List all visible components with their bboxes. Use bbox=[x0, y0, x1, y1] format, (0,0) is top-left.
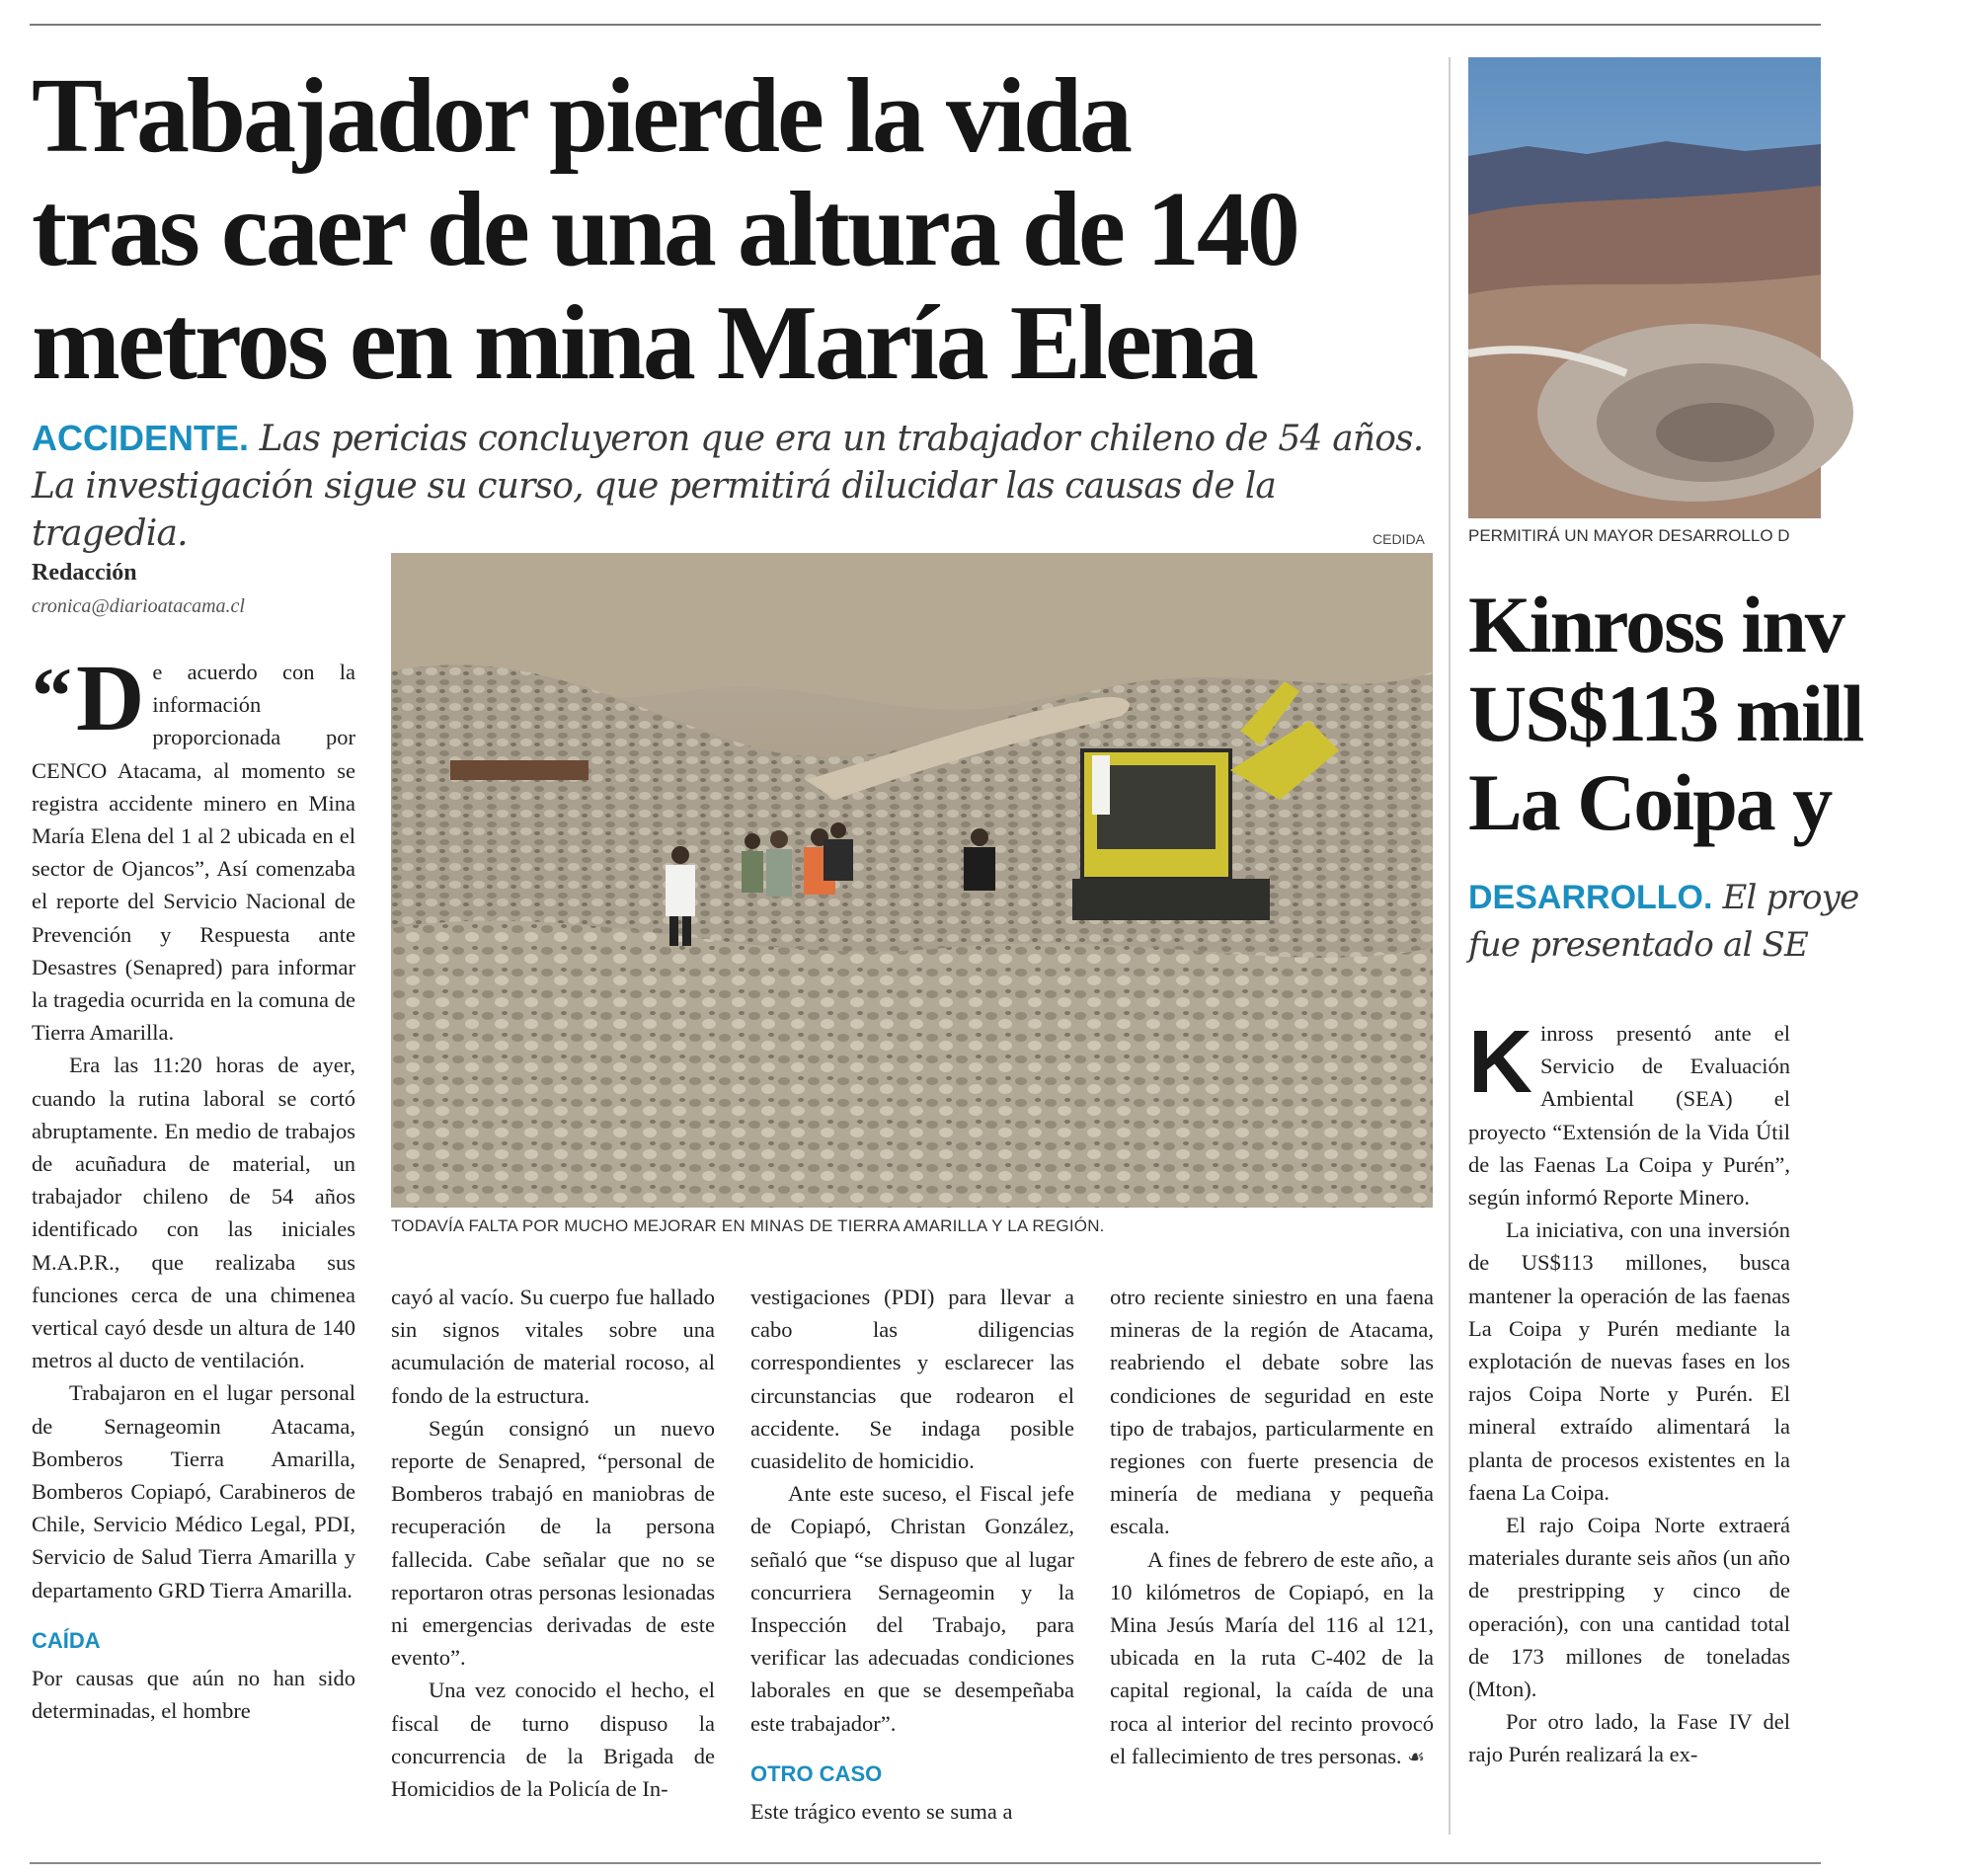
paragraph: e acuerdo con la información proporcionada por CENCO Atacama, al momento se registra accidente minero en Mina María Elena del 1 al 2 ubicada en el sector de Ojancos”, Así comenzaba el reporte del Servicio Nacional de Prevención y Respuesta ante Desastres (Senapred) para informar la tragedia ocurrida en la comuna de Tierra Amarilla. bbox=[32, 660, 355, 1046]
headline-line: La Coipa y bbox=[1468, 757, 1832, 847]
paragraph: La iniciativa, con una inversión de US$113 millones, busca mantener la operación de las faenas La Coipa y Purén mediante la explotación de nuevas fases en los rajos Coipa Norte y Purén. El mineral extraído alimentará la planta de procesos existentes en la faena La Coipa. bbox=[1468, 1217, 1790, 1505]
sidebar-photo bbox=[1468, 57, 1821, 518]
article-column-1 bbox=[32, 645, 355, 1727]
deck-text: fue presentado al SE bbox=[1468, 925, 1809, 965]
paragraph: Era las 11:20 horas de ayer, cuando la rutina laboral se cortó abruptamente. En medio de trabajos de acuñadura de material, un trabajador chileno de 54 años identificado con las iniciales M.A.P.R., que realizaba sus funciones cerca de una chimenea vertical cayó desde un altura de 140 metros al ducto de ventilación. bbox=[32, 1053, 355, 1373]
bottom-rule bbox=[30, 1862, 1821, 1864]
article-column-4 bbox=[1110, 1281, 1434, 1773]
photo-caption: TODAVÍA FALTA POR MUCHO MEJORAR EN MINAS DE TIERRA AMARILLA Y LA REGIÓN. bbox=[391, 1216, 1105, 1235]
article-column-3 bbox=[750, 1281, 1074, 1828]
headline-line: US$113 mill bbox=[1468, 668, 1863, 758]
paragraph: Este trágico evento se suma a bbox=[750, 1798, 1013, 1824]
photo-credit: CEDIDA bbox=[1373, 531, 1425, 547]
article-deck bbox=[32, 415, 1434, 558]
end-of-article-icon: ☙ bbox=[1407, 1744, 1426, 1768]
subhead-caida: CAÍDA bbox=[32, 1627, 101, 1653]
paragraph: Una vez conocido el hecho, el fiscal de turno dispuso la concurrencia de la Brigada de Homicidios de la Policía de In- bbox=[391, 1678, 715, 1802]
quote-mark: “ bbox=[32, 651, 72, 741]
sidebar-photo-caption: PERMITIRÁ UN MAYOR DESARROLLO D bbox=[1468, 526, 1790, 545]
article-photo bbox=[391, 553, 1433, 1208]
sidebar-kicker: DESARROLLO. bbox=[1468, 879, 1713, 916]
author-email: cronica@diarioatacama.cl bbox=[32, 595, 245, 617]
paragraph bbox=[1110, 1543, 1434, 1773]
paragraph: El rajo Coipa Norte extraerá materiales durante seis años (un año de prestripping y cinco de operación), con una cantidad total de 173 millones de toneladas (Mton). bbox=[1468, 1513, 1790, 1702]
paragraph: inross presentó ante el Servicio de Evaluación Ambiental (SEA) el proyecto “Extensión de la Vida Útil de las Faenas La Coipa y Purén”, según informó Reporte Minero. bbox=[1468, 1021, 1790, 1211]
paragraph-text: A fines de febrero de este año, a 10 kilómetros de Copiapó, en la Mina Jesús María del 116 al 121, ubicada en la ruta C-402 de la capital regional, la caída de una roca al interior del recinto provocó el fallecimiento de tres personas. bbox=[1110, 1546, 1434, 1768]
column-divider bbox=[1449, 57, 1451, 1835]
sidebar-deck bbox=[1468, 874, 1962, 969]
byline: Redacción bbox=[32, 560, 137, 586]
paragraph: Por causas que aún no han sido determinadas, el hombre bbox=[32, 1665, 355, 1724]
paragraph: Por otro lado, la Fase IV del rajo Purén realizará la ex- bbox=[1468, 1709, 1790, 1767]
paragraph: cayó al vacío. Su cuerpo fue hallado sin signos vitales sobre una acumulación de material rocoso, al fondo de la estructura. bbox=[391, 1285, 715, 1408]
headline-line: metros en mina María Elena bbox=[32, 284, 1256, 402]
paragraph: otro reciente siniestro en una faena mineras de la región de Atacama, reabriendo el debate sobre las condiciones de seguridad en este tipo de trabajos, particularmente en regiones con fuerte presencia de minería de mediana y pequeña escala. bbox=[1110, 1285, 1434, 1539]
headline-line: tras caer de una altura de 140 bbox=[32, 171, 1297, 288]
paragraph: Ante este suceso, el Fiscal jefe de Copiapó, Christan González, señaló que “se dispuso que al lugar concurriera Sernageomin y la Inspección del Trabajo, para verificar las adecuadas condiciones laborales en que se desempeñaba este trabajador”. bbox=[750, 1481, 1074, 1736]
subhead-otro-caso: OTRO CASO bbox=[750, 1760, 883, 1786]
headline-line: Kinross inv bbox=[1468, 580, 1844, 669]
paragraph: Trabajaron en el lugar personal de Sernageomin Atacama, Bomberos Tierra Amarilla, Bomberos Copiapó, Carabineros de Chile, Servicio Médico Legal, PDI, Servicio de Salud Tierra Amarilla y departamento GRD Tierra Amarilla. bbox=[32, 1380, 355, 1602]
dropcap: D bbox=[76, 645, 145, 750]
article-headline bbox=[32, 59, 1434, 400]
deck-text: El proye bbox=[1722, 878, 1859, 917]
sidebar-column bbox=[1468, 1013, 1790, 1771]
article-column-2 bbox=[391, 1281, 715, 1805]
paragraph: vestigaciones (PDI) para llevar a cabo las diligencias correspondientes y esclarecer las circunstancias que rodearon el accidente. Se indaga posible cuasidelito de homicidio. bbox=[750, 1285, 1074, 1474]
headline-line: Trabajador pierde la vida bbox=[32, 57, 1131, 175]
dropcap: K bbox=[1468, 1013, 1532, 1112]
paragraph: Según consignó un nuevo reporte de Senapred, “personal de Bomberos trabajó en maniobras de recuperación de la persona fallecida. Cabe señalar que no se reportaron otras personas lesionadas ni emergencias derivadas de este evento”. bbox=[391, 1415, 715, 1671]
deck-text: Las pericias concluyeron que era un trabajador chileno de 54 años. La investigación sigue su curso, que permitirá dilucidar las causas de la tragedia. bbox=[32, 419, 1424, 554]
deck-kicker: ACCIDENTE. bbox=[32, 418, 250, 458]
sidebar-headline bbox=[1468, 581, 1962, 847]
top-rule bbox=[30, 24, 1821, 26]
